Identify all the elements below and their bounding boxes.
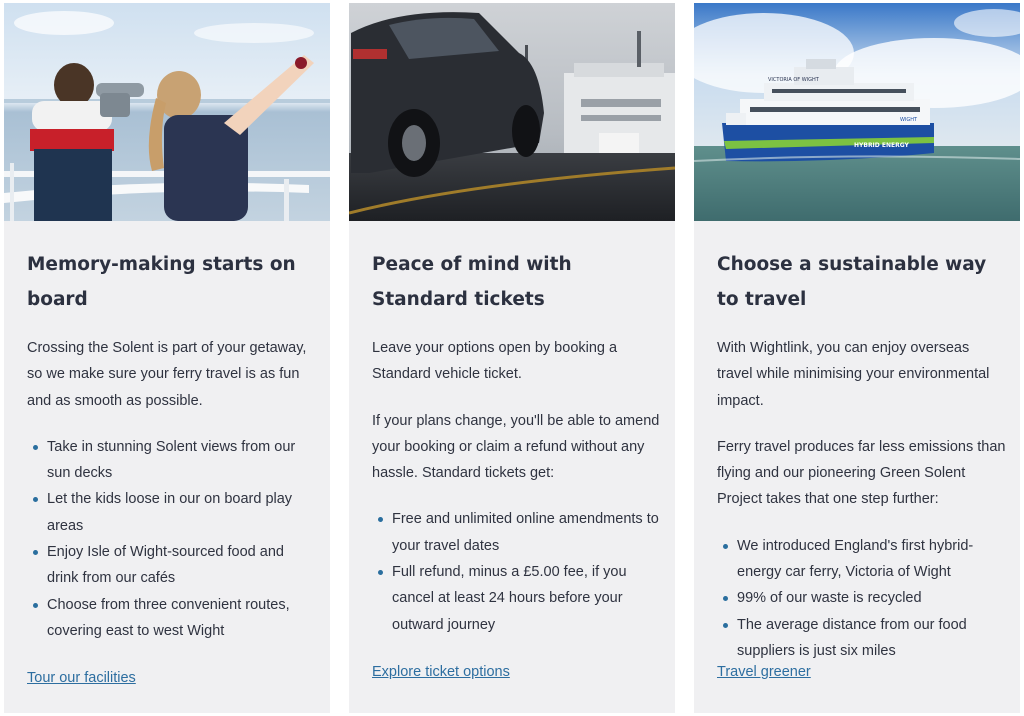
feature-list [717,533,1007,664]
card-body [27,335,317,644]
card-paragraph: Ferry travel produces far less emissions than flying and our pioneering Green Solent Project takes that one step further: [717,438,1006,508]
ship-name-text: VICTORIA OF WIGHT [768,77,819,83]
bullet-icon [723,596,728,601]
hybrid-ferry-photo [694,3,1020,221]
car-boarding-photo [349,3,675,221]
bullet-icon [378,517,383,522]
list-item: 99% of our waste is recycled [717,585,1007,611]
list-item: We introduced England's first hybrid-energy car ferry, Victoria of Wight [717,533,1007,586]
bullet-icon [33,497,38,502]
brand-text: WIGHT [900,117,918,123]
card-paragraph: If your plans change, you'll be able to amend your booking or claim a refund without any hassle. Standard tickets get: [372,412,660,482]
bullet-icon [33,603,38,608]
bullet-icon [33,550,38,555]
card-paragraph: With Wightlink, you can enjoy overseas travel while minimising your environmental impact. [717,340,990,409]
bullet-icon [33,445,38,450]
tour-facilities-link[interactable]: Tour our facilities [27,670,136,686]
travel-greener-link[interactable]: Travel greener [717,664,811,680]
list-item: Enjoy Isle of Wight-sourced food and drink from our cafés [27,539,317,592]
list-item: Choose from three convenient routes, covering east to west Wight [27,592,317,645]
feature-list [27,434,317,644]
card-paragraph: Crossing the Solent is part of your getaway, so we make sure your ferry travel is as fun and as smooth as possible. [27,340,307,409]
explore-ticket-options-link[interactable]: Explore ticket options [372,664,510,680]
hull-label-text: HYBRID ENERGY [854,142,909,149]
list-item: Take in stunning Solent views from our sun decks [27,434,317,487]
bullet-icon [723,623,728,628]
card-body [372,335,662,638]
feature-card-sustainable-travel [694,3,1020,713]
bullet-icon [378,570,383,575]
list-item: Let the kids loose in our on board play areas [27,486,317,539]
list-item: Free and unlimited online amendments to your travel dates [372,506,662,559]
card-paragraph: Leave your options open by booking a Standard vehicle ticket. [372,340,618,383]
card-title: Choose a sustainable way to travel [717,254,987,310]
list-item: The average distance from our food suppliers is just six miles [717,612,1007,665]
feature-list [372,506,662,637]
list-item: Full refund, minus a £5.00 fee, if you cancel at least 24 hours before your outward journey [372,559,662,638]
card-title: Memory-making starts on board [27,254,296,310]
card-title: Peace of mind with Standard tickets [372,254,572,310]
bullet-icon [723,544,728,549]
onboard-photo [4,3,330,221]
card-body [717,335,1007,664]
feature-card-standard-tickets [349,3,675,713]
feature-card-onboard [4,3,330,713]
